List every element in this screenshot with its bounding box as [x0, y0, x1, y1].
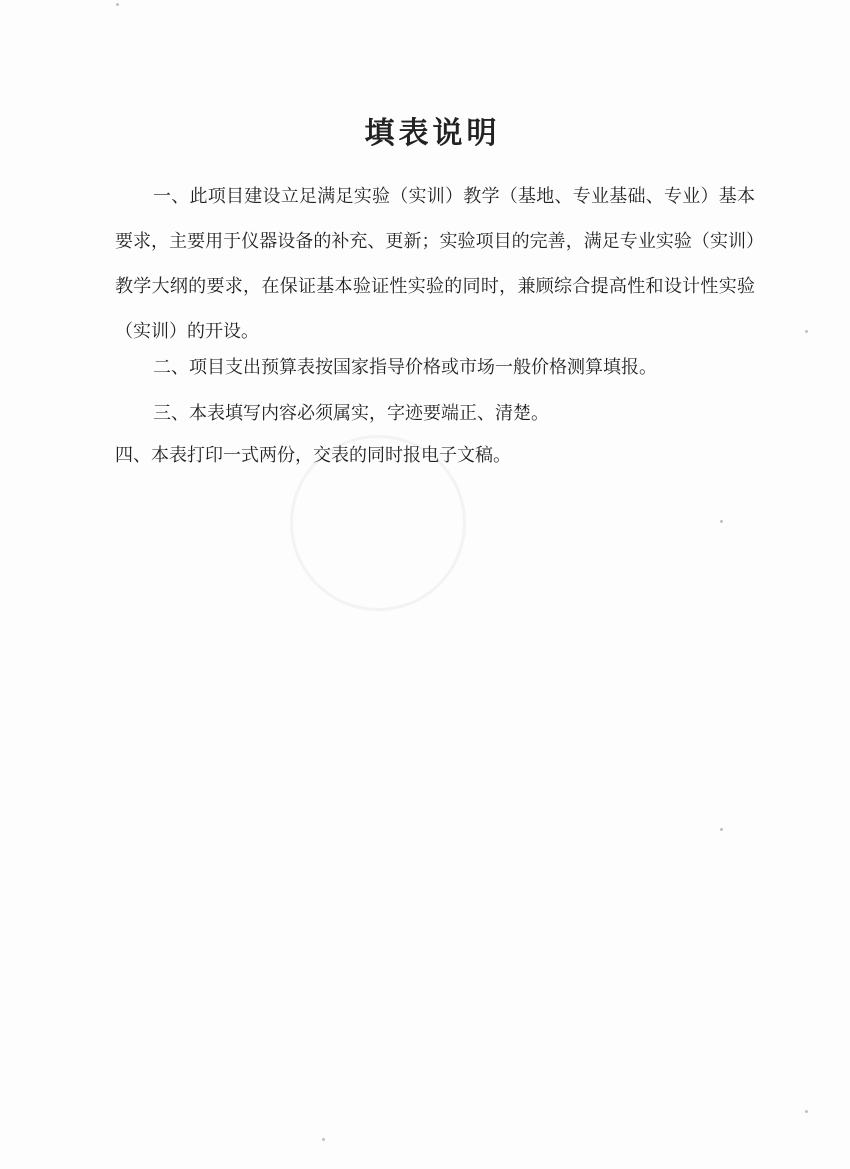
instruction-paragraph-2: 二、项目支出预算表按国家指导价格或市场一般价格测算填报。	[153, 357, 657, 378]
instruction-paragraph-4: 四、本表打印一式两份，交表的同时报电子文稿。	[115, 445, 511, 466]
instruction-paragraph-1: 一、此项目建设立足满足实验（实训）教学（基地、专业基础、专业）基本要求，主要用于仪器设备的补充、更新；实验项目的完善，满足专业实验（实训）教学大纲的要求，在保证基本验证性实验的同时，兼顾综合提高性和设计性实验（实训）的开设。	[115, 186, 755, 342]
scan-speck	[322, 1138, 325, 1141]
page-title: 填表说明	[364, 116, 501, 152]
scan-speck	[720, 828, 723, 831]
scan-speck	[720, 520, 723, 523]
scan-speck	[805, 1110, 808, 1113]
instruction-paragraph-3: 三、本表填写内容必须属实，字迹要端正、清楚。	[153, 403, 549, 424]
scan-speck	[805, 330, 808, 333]
scan-speck	[116, 3, 119, 6]
